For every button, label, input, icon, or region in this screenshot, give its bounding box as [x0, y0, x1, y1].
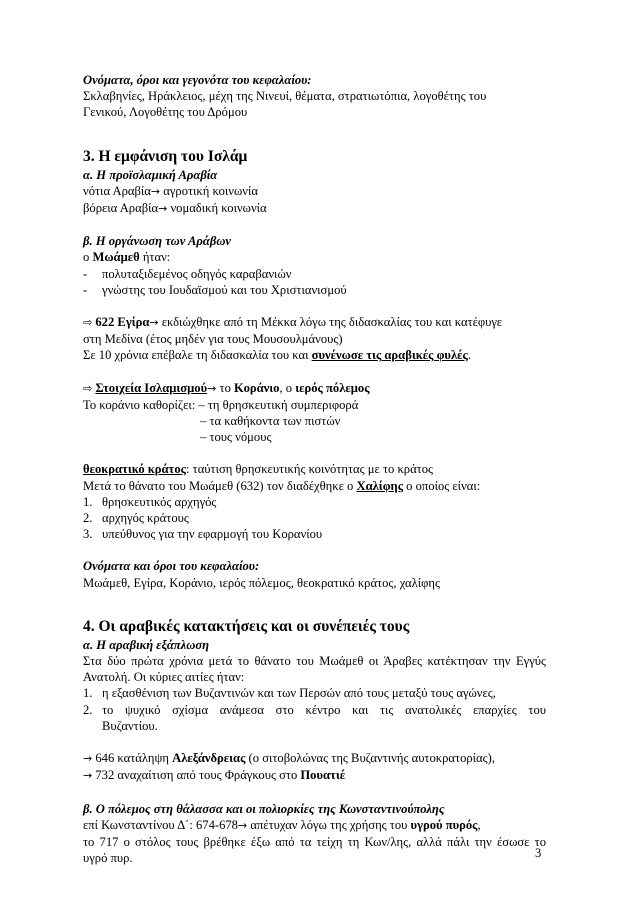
caliph-line: Μετά το θάνατο του Μωάμεθ (632) τον διαδέχθηκε ο Χαλίφης ο οποίος είναι: [83, 478, 481, 493]
arrow-icon: → [83, 752, 93, 766]
intro-heading: Ονόματα, όροι και γεγονότα του κεφαλαίου: [83, 73, 312, 87]
islam-elements-line: ⇨ Στοιχεία Ισλαμισμού→ το Κοράνιο, ο ιερός πόλεμος [83, 380, 370, 395]
arrow-icon: → [149, 316, 159, 330]
north-arabia-line: βόρεια Αραβία→ νομαδική κοινωνία [83, 201, 267, 216]
section-4b-title: β. Ο πόλεμος στη θάλασσα και οι πολιορκίες της Κωνσταντινούπολης [83, 801, 445, 816]
alexandria-line: → 646 κατάληψη Αλεξάνδρειας (ο σιτοβολώνας της Βυζαντινής αυτοκρατορίας), [83, 751, 495, 766]
hijra-line-1: ⇨ 622 Εγίρα→ εκδιώχθηκε από τη Μέκκα λόγω της διδασκαλίας του και κατέφυγε [83, 315, 503, 330]
siege-line-2: το 717 ο στόλος τους βρέθηκε έξω από τα τείχη τη Κων/λης, αλλά πάλι την έσωσε το [83, 834, 546, 849]
muhammad-intro: ο Μωάμεθ ήταν: [83, 250, 171, 265]
arrow-icon: → [207, 381, 217, 395]
intro-line-1: Σκλαβηνίες, Ηράκλειος, μέχη της Νινευί, θέματα, στρατιωτόπια, λογοθέτης του [83, 89, 487, 104]
expansion-line-1: Στα δύο πρώτα χρόνια μετά το θάνατο του Μωάμεθ οι Άραβες κατέκτησαν την Εγγύς [83, 654, 546, 669]
hijra-line-2: στη Μεδίνα (έτος μηδέν για τους Μουσουλμάνους) [83, 332, 343, 347]
siege-line-3: υγρό πυρ. [83, 851, 133, 866]
section-3-terms-heading: Ονόματα και όροι του κεφαλαίου: [83, 559, 260, 574]
page-content [83, 72, 546, 866]
section-3a-title: α. Η προϊσλαμική Αραβία [83, 167, 218, 182]
south-arabia-line: νότια Αραβία→ αγροτική κοινωνία [83, 183, 258, 198]
koran-line-1: Το κοράνιο καθορίζει: – τη θρησκευτική συμπεριφορά [83, 397, 359, 412]
intro-line-2: Γενικού, Λογοθέτης του Δρόμου [83, 105, 248, 120]
page-number: 3 [535, 846, 542, 860]
section-3b-title: β. Η οργάνωση των Αράβων [83, 234, 232, 249]
section-3-title: 3. Η εμφάνιση του Ισλάμ [83, 147, 248, 165]
list-item: 1. θρησκευτικός αρχηγός [83, 494, 217, 509]
arrow-icon: → [150, 184, 161, 198]
arrow-icon: → [237, 818, 248, 832]
list-item: 2. αρχηγός κράτους [83, 511, 189, 526]
arrow-icon: → [158, 202, 168, 216]
koran-line-3: – τους νόμους [200, 430, 272, 445]
list-item: 1. η εξασθένιση των Βυζαντινών και των Περσών από τους μεταξύ τους αγώνες, [83, 686, 496, 701]
arrow-icon: → [83, 769, 93, 783]
expansion-line-2: Ανατολή. Οι κύριες αιτίες ήταν: [83, 670, 245, 685]
list-item: - πολυταξιδεμένος οδηγός καραβανιών [83, 266, 292, 281]
hollow-arrow-icon: ⇨ [83, 316, 93, 330]
list-item: - γνώστης του Ιουδαϊσμού και του Χριστιανισμού [83, 282, 347, 297]
theocratic-state-line: θεοκρατικό κράτος: ταύτιση θρησκευτικής κοινότητας με το κράτος [83, 462, 434, 477]
list-item: 2. το ψυχικό σχίσμα ανάμεσα στο κέντρο και τις ανατολικές επαρχίες του Βυζαντίου. [83, 702, 546, 733]
section-3-terms-line: Μωάμεθ, Εγίρα, Κοράνιο, ιερός πόλεμος, θεοκρατικό κράτος, χαλίφης [83, 575, 440, 590]
siege-line-1: επί Κωνσταντίνου Δ΄: 674-678→ απέτυχαν λόγω της χρήσης του υγρού πυρός, [83, 817, 481, 832]
section-4-title: 4. Οι αραβικές κατακτήσεις και οι συνέπειές τους [83, 617, 410, 635]
list-item: 3. υπεύθυνος για την εφαρμογή του Κορανίου [83, 527, 323, 542]
section-4a-title: α. Η αραβική εξάπλωση [83, 637, 210, 652]
hollow-arrow-icon: ⇨ [83, 381, 93, 395]
hijra-line-3: Σε 10 χρόνια επέβαλε τη διδασκαλία του και συνένωσε τις αραβικές φυλές. [83, 348, 472, 363]
koran-line-2: – τα καθήκοντα των πιστών [200, 414, 341, 429]
poitiers-line: → 732 αναχαίτιση από τους Φράγκους στο Πουατιέ [83, 768, 346, 783]
